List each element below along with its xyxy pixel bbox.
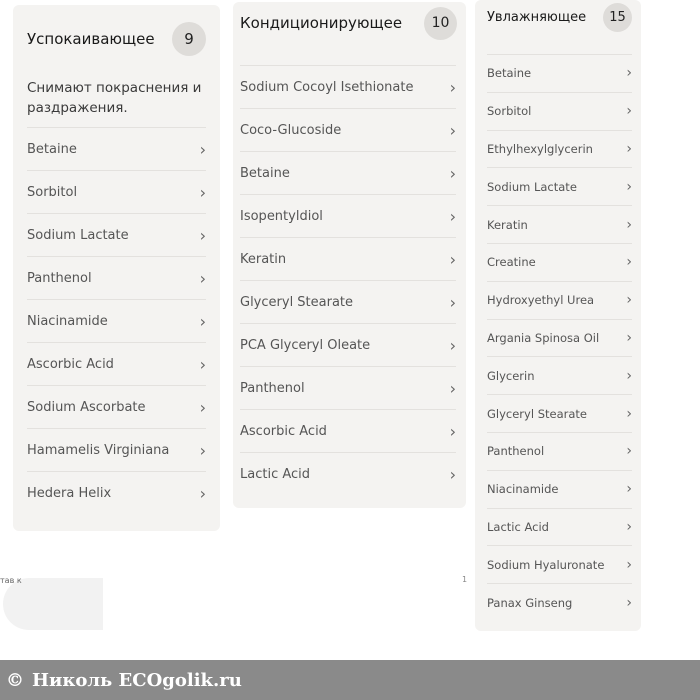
ingredient-list: [487, 54, 632, 621]
chevron-right-icon: ›: [626, 140, 632, 157]
chevron-right-icon: ›: [626, 443, 632, 460]
chevron-right-icon: ›: [449, 335, 456, 355]
ingredient-name: Panthenol: [27, 270, 92, 286]
chevron-right-icon: ›: [626, 594, 632, 611]
card-title: Успокаивающее: [27, 30, 155, 48]
ingredient-row[interactable]: [27, 213, 206, 256]
ingredient-name: Creatine: [487, 255, 536, 270]
ingredient-row[interactable]: [240, 323, 456, 366]
ingredient-name: Keratin: [487, 217, 528, 232]
watermark-text: Николь ECOgolik.ru: [32, 669, 242, 691]
partial-card-fragment: [3, 578, 103, 630]
ingredient-row[interactable]: [27, 471, 206, 514]
chevron-right-icon: ›: [199, 225, 206, 245]
card-header: [27, 5, 206, 73]
chevron-right-icon: ›: [199, 397, 206, 417]
ingredient-row[interactable]: [27, 256, 206, 299]
count-badge: 15: [603, 3, 632, 32]
partial-marker-fragment: 1: [462, 575, 468, 584]
ingredient-name: Sodium Ascorbate: [27, 399, 146, 415]
ingredient-name: Betaine: [240, 165, 290, 181]
ingredient-row[interactable]: [487, 394, 632, 432]
ingredient-name: Sodium Cocoyl Isethionate: [240, 79, 414, 95]
ingredient-row[interactable]: [27, 299, 206, 342]
ingredient-row[interactable]: [487, 583, 632, 621]
ingredient-name: Hydroxyethyl Urea: [487, 293, 595, 308]
ingredient-row[interactable]: [487, 167, 632, 205]
ingredient-name: Glycerin: [487, 368, 535, 383]
ingredient-row[interactable]: [27, 342, 206, 385]
ingredient-name: Glyceryl Stearate: [240, 294, 354, 310]
ingredient-name: Panthenol: [487, 444, 545, 459]
ingredient-row[interactable]: [27, 170, 206, 213]
ingredient-name: Betaine: [27, 141, 77, 157]
ingredient-row[interactable]: [27, 385, 206, 428]
ingredient-name: Lactic Acid: [240, 466, 311, 482]
ingredient-name: Argania Spinosa Oil: [487, 330, 600, 345]
chevron-right-icon: ›: [449, 249, 456, 269]
chevron-right-icon: ›: [199, 268, 206, 288]
ingredient-name: Betaine: [487, 66, 532, 81]
ingredient-name: Sodium Lactate: [487, 179, 577, 194]
chevron-right-icon: ›: [199, 139, 206, 159]
ingredient-name: Sodium Lactate: [27, 227, 129, 243]
card-description: Снимают покраснения и раздражения.: [27, 80, 202, 116]
card-title: Увлажняющее: [487, 9, 587, 25]
chevron-right-icon: ›: [626, 103, 632, 120]
ingredient-name: Coco-Glucoside: [240, 122, 342, 138]
ingredient-row[interactable]: [487, 243, 632, 281]
ingredient-name: Isopentyldiol: [240, 208, 323, 224]
chevron-right-icon: ›: [199, 182, 206, 202]
chevron-right-icon: ›: [449, 163, 456, 183]
ingredient-row[interactable]: [487, 545, 632, 583]
partial-text-fragment: тав к: [0, 576, 22, 585]
ingredient-list: [27, 127, 206, 514]
ingredient-name: Niacinamide: [27, 313, 108, 329]
ingredient-row[interactable]: [487, 54, 632, 92]
ingredient-row[interactable]: [487, 319, 632, 357]
soothing-card: [13, 5, 220, 531]
chevron-right-icon: ›: [626, 329, 632, 346]
ingredient-row[interactable]: [487, 356, 632, 394]
count-badge: 10: [424, 7, 457, 40]
ingredient-row[interactable]: [487, 281, 632, 319]
copyright-icon: ©: [6, 669, 24, 691]
ingredient-row[interactable]: [487, 470, 632, 508]
chevron-right-icon: ›: [626, 556, 632, 573]
ingredient-name: Panthenol: [240, 380, 305, 396]
ingredient-row[interactable]: [487, 130, 632, 168]
chevron-right-icon: ›: [449, 464, 456, 484]
ingredient-row[interactable]: [27, 428, 206, 471]
ingredient-row[interactable]: [240, 409, 456, 452]
chevron-right-icon: ›: [626, 216, 632, 233]
chevron-right-icon: ›: [626, 292, 632, 309]
ingredient-name: Glyceryl Stearate: [487, 406, 587, 421]
chevron-right-icon: ›: [199, 354, 206, 374]
chevron-right-icon: ›: [626, 178, 632, 195]
ingredient-name: Hedera Helix: [27, 485, 112, 501]
ingredient-name: Keratin: [240, 251, 287, 267]
ingredient-list: [240, 65, 456, 495]
ingredient-name: Ethylhexylglycerin: [487, 141, 593, 156]
chevron-right-icon: ›: [449, 378, 456, 398]
ingredient-name: Sorbitol: [27, 184, 78, 200]
chevron-right-icon: ›: [626, 405, 632, 422]
chevron-right-icon: ›: [449, 120, 456, 140]
ingredient-row[interactable]: [240, 194, 456, 237]
ingredient-row[interactable]: [27, 127, 206, 170]
ingredient-name: Ascorbic Acid: [27, 356, 114, 372]
ingredient-row[interactable]: [240, 65, 456, 108]
ingredient-row[interactable]: [487, 508, 632, 546]
ingredient-row[interactable]: [240, 151, 456, 194]
card-header: [240, 2, 456, 44]
ingredient-name: Ascorbic Acid: [240, 423, 327, 439]
ingredient-name: Lactic Acid: [487, 519, 549, 534]
ingredient-name: Niacinamide: [487, 482, 559, 497]
ingredient-row[interactable]: [487, 205, 632, 243]
chevron-right-icon: ›: [449, 206, 456, 226]
ingredient-name: Panax Ginseng: [487, 595, 573, 610]
ingredient-row[interactable]: [240, 280, 456, 323]
ingredient-row[interactable]: [487, 92, 632, 130]
ingredient-name: PCA Glyceryl Oleate: [240, 337, 371, 353]
chevron-right-icon: ›: [449, 77, 456, 97]
ingredient-name: Sodium Hyaluronate: [487, 557, 605, 572]
watermark-bar: [0, 660, 700, 700]
moisturizing-card: [475, 0, 641, 631]
ingredient-row[interactable]: [240, 366, 456, 409]
chevron-right-icon: ›: [626, 481, 632, 498]
ingredient-row[interactable]: [240, 237, 456, 280]
chevron-right-icon: ›: [199, 311, 206, 331]
card-header: [487, 0, 632, 34]
chevron-right-icon: ›: [449, 292, 456, 312]
count-badge: 9: [172, 22, 206, 56]
chevron-right-icon: ›: [626, 367, 632, 384]
conditioning-card: [233, 2, 466, 508]
chevron-right-icon: ›: [626, 254, 632, 271]
chevron-right-icon: ›: [626, 65, 632, 82]
chevron-right-icon: ›: [626, 518, 632, 535]
ingredient-row[interactable]: [487, 432, 632, 470]
chevron-right-icon: ›: [449, 421, 456, 441]
chevron-right-icon: ›: [199, 483, 206, 503]
ingredient-row[interactable]: [240, 108, 456, 151]
chevron-right-icon: ›: [199, 440, 206, 460]
ingredient-name: Sorbitol: [487, 104, 532, 119]
ingredient-name: Hamamelis Virginiana: [27, 442, 170, 458]
card-title: Кондиционирующее: [240, 14, 403, 32]
ingredient-row[interactable]: [240, 452, 456, 495]
